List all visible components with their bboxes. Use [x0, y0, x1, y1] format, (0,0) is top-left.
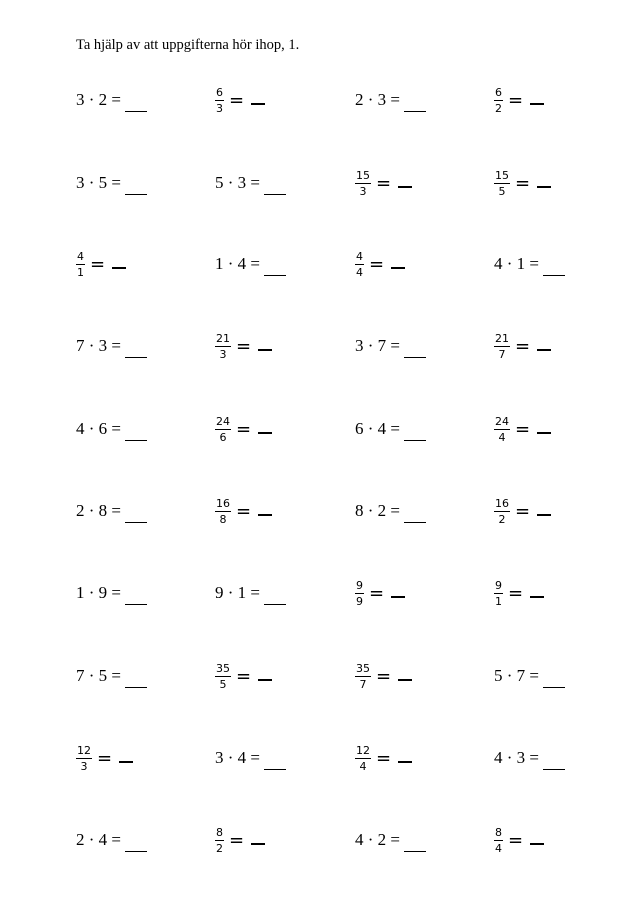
fraction: [355, 169, 371, 198]
fraction: [494, 332, 510, 361]
problem-text: 8 · 2 =: [355, 501, 400, 520]
equals-sign: =: [236, 335, 252, 357]
exercise-row: [0, 738, 638, 778]
division-problem: [76, 244, 126, 284]
exercise-row: [0, 491, 638, 531]
answer-blank[interactable]: [530, 835, 544, 845]
numerator: 6: [495, 85, 502, 99]
division-problem: [355, 163, 412, 203]
multiplication-problem: [215, 244, 286, 284]
fraction: [494, 86, 503, 115]
denominator: 4: [495, 841, 502, 855]
denominator: 2: [498, 512, 506, 526]
fraction: [494, 826, 503, 855]
multiplication-problem: [355, 80, 426, 120]
answer-blank[interactable]: [537, 424, 551, 434]
exercise-row: [0, 656, 638, 696]
division-problem: [494, 80, 544, 120]
equals-sign: =: [376, 665, 392, 687]
problem-text: 7 · 3 =: [76, 336, 121, 355]
denominator: 2: [216, 841, 223, 855]
answer-blank[interactable]: [264, 755, 286, 770]
problem-text: 4 · 3 =: [494, 748, 539, 767]
division-problem: [494, 491, 551, 531]
fraction: [494, 579, 503, 608]
problem-text: 7 · 5 =: [76, 666, 121, 685]
division-problem: [76, 738, 133, 778]
answer-blank[interactable]: [404, 426, 426, 441]
answer-blank[interactable]: [125, 673, 147, 688]
problem-text: 5 · 7 =: [494, 666, 539, 685]
answer-blank[interactable]: [119, 753, 133, 763]
fraction: [215, 86, 224, 115]
exercise-row: [0, 163, 638, 203]
fraction: [215, 662, 231, 691]
numerator: 8: [495, 825, 502, 839]
equals-sign: =: [515, 500, 531, 522]
answer-blank[interactable]: [125, 343, 147, 358]
division-problem: [355, 656, 412, 696]
equals-sign: =: [376, 747, 392, 769]
fraction: [494, 169, 510, 198]
equals-sign: =: [376, 172, 392, 194]
multiplication-problem: [76, 326, 147, 366]
problem-text: 3 · 4 =: [215, 748, 260, 767]
answer-blank[interactable]: [258, 671, 272, 681]
answer-blank[interactable]: [258, 424, 272, 434]
exercise-row: [0, 573, 638, 613]
problem-text: 2 · 3 =: [355, 90, 400, 109]
numerator: 8: [216, 825, 223, 839]
multiplication-problem: [355, 491, 426, 531]
equals-sign: =: [508, 89, 524, 111]
division-problem: [494, 326, 551, 366]
numerator: 24: [216, 414, 230, 428]
answer-blank[interactable]: [404, 97, 426, 112]
fraction: [355, 579, 364, 608]
equals-sign: =: [515, 335, 531, 357]
numerator: 15: [356, 168, 370, 182]
equals-sign: =: [229, 829, 245, 851]
answer-blank[interactable]: [391, 259, 405, 269]
problem-text: 2 · 8 =: [76, 501, 121, 520]
denominator: 6: [219, 430, 227, 444]
problem-text: 1 · 9 =: [76, 583, 121, 602]
numerator: 12: [77, 743, 91, 757]
numerator: 9: [495, 578, 502, 592]
answer-blank[interactable]: [125, 508, 147, 523]
denominator: 9: [356, 594, 363, 608]
equals-sign: =: [229, 89, 245, 111]
equals-sign: =: [90, 253, 106, 275]
problem-text: 2 · 4 =: [76, 830, 121, 849]
exercise-row: [0, 80, 638, 120]
answer-blank[interactable]: [537, 341, 551, 351]
answer-blank[interactable]: [125, 426, 147, 441]
numerator: 12: [356, 743, 370, 757]
answer-blank[interactable]: [125, 837, 147, 852]
multiplication-problem: [76, 409, 147, 449]
multiplication-problem: [494, 738, 565, 778]
multiplication-problem: [76, 80, 147, 120]
fraction: [215, 332, 231, 361]
denominator: 3: [359, 184, 367, 198]
numerator: 35: [216, 661, 230, 675]
division-problem: [494, 573, 544, 613]
fraction: [355, 250, 364, 279]
fraction: [215, 826, 224, 855]
denominator: 4: [359, 759, 367, 773]
answer-blank[interactable]: [543, 261, 565, 276]
equals-sign: =: [236, 418, 252, 440]
division-problem: [494, 163, 551, 203]
answer-blank[interactable]: [404, 343, 426, 358]
fraction: [355, 662, 371, 691]
division-problem: [215, 326, 272, 366]
denominator: 3: [80, 759, 88, 773]
answer-blank[interactable]: [251, 835, 265, 845]
denominator: 5: [498, 184, 506, 198]
numerator: 15: [495, 168, 509, 182]
answer-blank[interactable]: [398, 671, 412, 681]
answer-blank[interactable]: [530, 588, 544, 598]
equals-sign: =: [515, 172, 531, 194]
numerator: 4: [77, 249, 84, 263]
multiplication-problem: [494, 656, 565, 696]
problem-text: 3 · 2 =: [76, 90, 121, 109]
fraction: [494, 497, 510, 526]
equals-sign: =: [97, 747, 113, 769]
answer-blank[interactable]: [543, 755, 565, 770]
problem-text: 3 · 5 =: [76, 173, 121, 192]
denominator: 5: [219, 677, 227, 691]
answer-blank[interactable]: [258, 341, 272, 351]
answer-blank[interactable]: [537, 178, 551, 188]
equals-sign: =: [369, 253, 385, 275]
multiplication-problem: [76, 163, 147, 203]
equals-sign: =: [236, 665, 252, 687]
answer-blank[interactable]: [398, 753, 412, 763]
problem-text: 6 · 4 =: [355, 419, 400, 438]
multiplication-problem: [494, 244, 565, 284]
problem-text: 9 · 1 =: [215, 583, 260, 602]
division-problem: [215, 80, 265, 120]
division-problem: [355, 738, 412, 778]
exercise-row: [0, 244, 638, 284]
denominator: 3: [216, 101, 223, 115]
exercise-row: [0, 326, 638, 366]
exercise-row: [0, 820, 638, 860]
division-problem: [215, 491, 272, 531]
problem-text: 5 · 3 =: [215, 173, 260, 192]
denominator: 2: [495, 101, 502, 115]
problem-text: 4 · 1 =: [494, 254, 539, 273]
answer-blank[interactable]: [530, 95, 544, 105]
equals-sign: =: [508, 582, 524, 604]
answer-blank[interactable]: [264, 180, 286, 195]
multiplication-problem: [76, 573, 147, 613]
denominator: 4: [498, 430, 506, 444]
fraction: [76, 250, 85, 279]
multiplication-problem: [355, 820, 426, 860]
multiplication-problem: [215, 163, 286, 203]
problem-text: 1 · 4 =: [215, 254, 260, 273]
multiplication-problem: [355, 326, 426, 366]
answer-blank[interactable]: [251, 95, 265, 105]
fraction: [494, 415, 510, 444]
division-problem: [355, 244, 405, 284]
division-problem: [494, 409, 551, 449]
denominator: 7: [359, 677, 367, 691]
numerator: 16: [216, 496, 230, 510]
fraction: [76, 744, 92, 773]
multiplication-problem: [355, 409, 426, 449]
problem-text: 3 · 7 =: [355, 336, 400, 355]
numerator: 9: [356, 578, 363, 592]
problem-text: 4 · 6 =: [76, 419, 121, 438]
numerator: 35: [356, 661, 370, 675]
numerator: 21: [216, 331, 230, 345]
answer-blank[interactable]: [264, 261, 286, 276]
equals-sign: =: [515, 418, 531, 440]
answer-blank[interactable]: [112, 259, 126, 269]
equals-sign: =: [369, 582, 385, 604]
denominator: 1: [77, 265, 84, 279]
problem-text: 4 · 2 =: [355, 830, 400, 849]
fraction: [215, 497, 231, 526]
division-problem: [355, 573, 405, 613]
division-problem: [494, 820, 544, 860]
multiplication-problem: [76, 820, 147, 860]
numerator: 21: [495, 331, 509, 345]
multiplication-problem: [76, 491, 147, 531]
multiplication-problem: [215, 573, 286, 613]
answer-blank[interactable]: [125, 97, 147, 112]
denominator: 3: [219, 347, 227, 361]
answer-blank[interactable]: [391, 588, 405, 598]
multiplication-problem: [76, 656, 147, 696]
denominator: 4: [356, 265, 363, 279]
multiplication-problem: [215, 738, 286, 778]
answer-blank[interactable]: [264, 590, 286, 605]
answer-blank[interactable]: [125, 590, 147, 605]
answer-blank[interactable]: [543, 673, 565, 688]
answer-blank[interactable]: [537, 506, 551, 516]
answer-blank[interactable]: [125, 180, 147, 195]
equals-sign: =: [236, 500, 252, 522]
division-problem: [215, 820, 265, 860]
equals-sign: =: [508, 829, 524, 851]
denominator: 1: [495, 594, 502, 608]
answer-blank[interactable]: [398, 178, 412, 188]
fraction: [215, 415, 231, 444]
answer-blank[interactable]: [258, 506, 272, 516]
fraction: [355, 744, 371, 773]
numerator: 4: [356, 249, 363, 263]
division-problem: [215, 409, 272, 449]
numerator: 24: [495, 414, 509, 428]
numerator: 16: [495, 496, 509, 510]
division-problem: [215, 656, 272, 696]
denominator: 7: [498, 347, 506, 361]
numerator: 6: [216, 85, 223, 99]
answer-blank[interactable]: [404, 508, 426, 523]
exercise-row: [0, 409, 638, 449]
worksheet-title: Ta hjälp av att uppgifterna hör ihop, 1.: [76, 37, 300, 53]
answer-blank[interactable]: [404, 837, 426, 852]
denominator: 8: [219, 512, 227, 526]
